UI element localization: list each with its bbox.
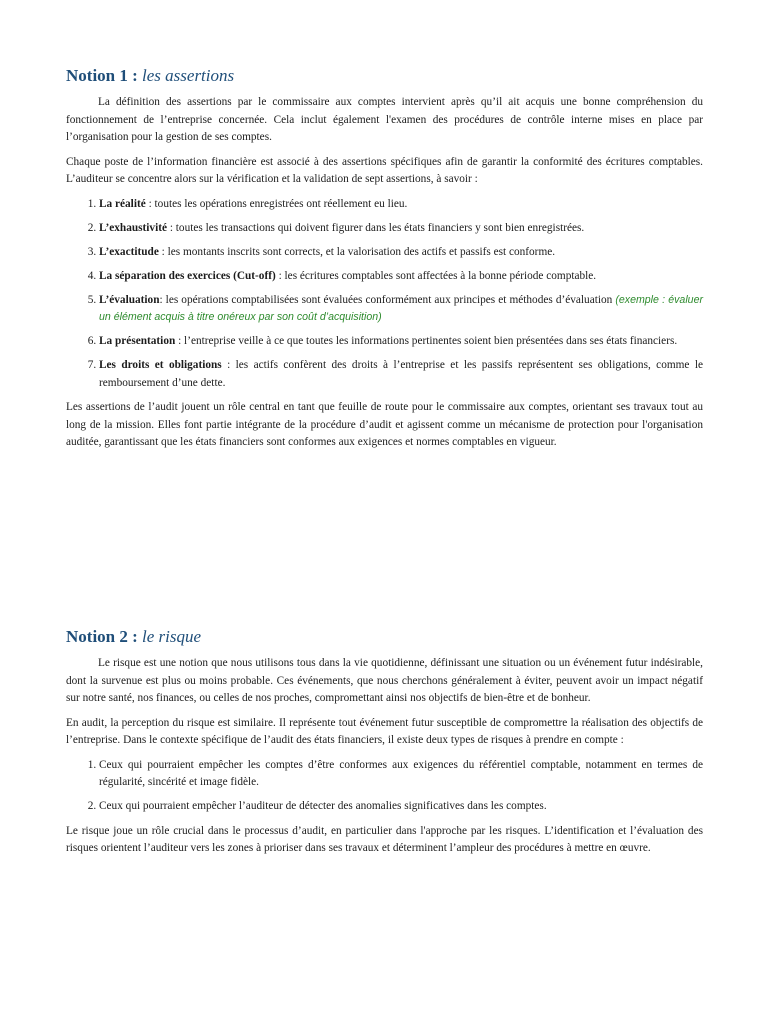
title-prefix: Notion 2 : (66, 627, 143, 646)
item-term: Les droits et obligations (99, 359, 222, 371)
section-notion-1 (66, 64, 703, 459)
item-term: La présentation (99, 335, 176, 347)
item-text: : les écritures comptables sont affectées à la bonne période comptable. (275, 269, 597, 282)
section-notion-2 (66, 625, 703, 865)
item-text: : les montants inscrits sont corrects, et la valorisation des actifs et passifs est conforme. (158, 245, 556, 258)
paragraph: Chaque poste de l’information financière est associé à des assertions spécifiques afin de garantir la conformité des écritures comptables. L’auditeur se concentre alors sur la vérification et la validation de sept assertions, à savoir : (66, 155, 703, 185)
item-term: L’évaluation (99, 293, 160, 306)
paragraph: Les assertions de l’audit jouent un rôle central en tant que feuille de route pour le commissaire aux comptes, orientant ses travaux tout au long de la mission. Elles font partie intégrante de la procédure d’audit et agissent comme un mécanisme de protection pour l'organisation auditée, garantissant que les états financiers sont conformes aux exigences et normes comptables en vigueur. (66, 401, 703, 448)
item-text: : les actifs confèrent des droits à l’entreprise et les passifs représentent ses obligations, comme le remboursement d’une dette. (99, 359, 703, 389)
item-example: (exemple : évaluer un élément acquis à titre onéreux par son coût d’acquisition) (99, 293, 703, 323)
paragraph: La définition des assertions par le commissaire aux comptes intervient après qu’il ait acquis une bonne compréhension du fonctionnement de l’entreprise concernée. Cela inclut également l'examen des procédures de contrôle interne mises en place par l’organisation pour la gestion de ses comptes. (66, 96, 703, 143)
item-text: : l’entreprise veille à ce que toutes les informations pertinentes soient bien présentées dans ses états financiers. (175, 335, 678, 347)
paragraph: Le risque est une notion que nous utilisons tous dans la vie quotidienne, définissant une situation ou un événement futur indésirable, dont la survenue est plus ou moins probable. Ces événements, que nous cherchons généralement à éviter, peuvent avoir un impact négatif sur notre santé, nos finances, ou celles de nos proches, compromettant ainsi nos objectifs de bien-être et de bonheur. (66, 657, 703, 704)
list-item (99, 333, 703, 351)
paragraph: Le risque joue un rôle crucial dans le processus d’audit, en particulier dans l'approche par les risques. L’identification et l’évaluation des risques orientent l’auditeur vers les zones à prioriser dans ses travaux et déterminent l’ampleur des procédures à mettre en œuvre. (66, 824, 703, 854)
list-item (99, 244, 703, 262)
section-title (66, 625, 703, 649)
title-prefix: Notion 1 : (66, 66, 143, 85)
list-item (99, 268, 703, 286)
list-item (99, 220, 703, 238)
item-term: La séparation des exercices (Cut-off) (99, 269, 276, 282)
title-emphasis: les assertions (142, 66, 235, 85)
list-item: 1. Ceux qui pourraient empêcher les comptes d’être conformes aux exigences du référentiel comptable, notamment en termes de régularité, sincérité et image fidèle. (99, 757, 703, 792)
item-text: : toutes les transactions qui doivent figurer dans les états financiers y sont bien enregistrées. (167, 221, 585, 234)
list-item: 2. Ceux qui pourraient empêcher l’auditeur de détecter des anomalies significatives dans les comptes. (99, 798, 703, 816)
list-item (99, 357, 703, 392)
item-text: : toutes les opérations enregistrées ont réellement eu lieu. (145, 197, 408, 210)
risk-types-list (66, 757, 703, 816)
item-text: : les opérations comptabilisées sont évaluées conformément aux principes et méthodes d’évaluation (159, 293, 616, 306)
list-item (99, 292, 703, 327)
title-emphasis: le risque (142, 627, 202, 646)
paragraph: En audit, la perception du risque est similaire. Il représente tout événement futur susceptible de compromettre la réalisation des objectifs de l’entreprise. Dans le contexte spécifique de l’audit des états financiers, il existe deux types de risques à prendre en compte : (66, 716, 703, 746)
section-title (66, 64, 703, 88)
item-term: L’exactitude (99, 245, 159, 258)
list-item (99, 196, 703, 214)
assertions-list (66, 196, 703, 393)
item-term: La réalité (99, 197, 146, 210)
item-term: L’exhaustivité (99, 221, 167, 234)
